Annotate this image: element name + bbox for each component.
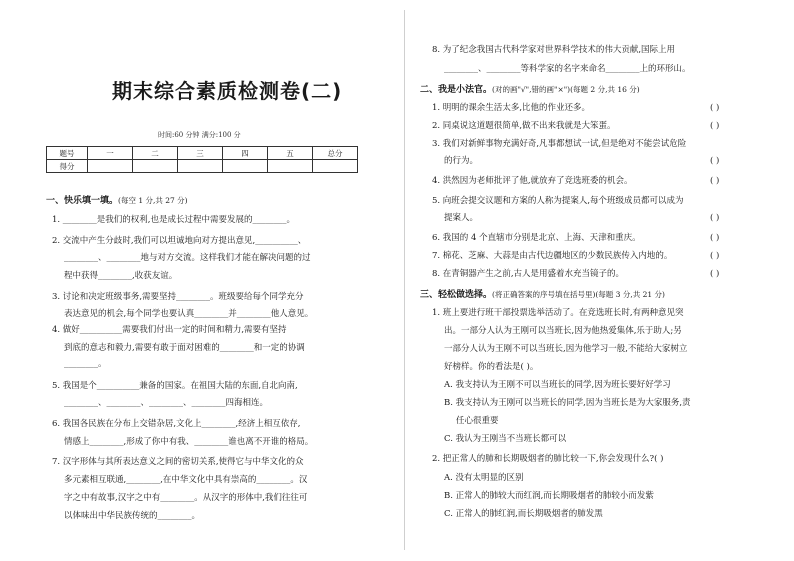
score-cell: 二 xyxy=(133,147,178,160)
question-line: ________、________等科学家的名字来命名________上的环形山。 xyxy=(444,64,691,74)
choice-option: B. 我支持认为王刚可以当班长的同学,因为当班长是为大家服务,责 xyxy=(444,398,691,408)
choice-option: A. 没有太明显的区别 xyxy=(444,473,524,483)
question-line: 多元素相互联通,________,在中华文化中具有崇高的________。汉 xyxy=(64,475,308,485)
choice-line: 一部分人认为王刚不可以当班长,因为他学习一般,不能给大家树立 xyxy=(444,344,688,354)
score-cell: 三 xyxy=(178,147,223,160)
judge-item: 7. 棉花、芝麻、大蒜是由古代边疆地区的少数民族传入内地的。 xyxy=(432,251,673,261)
question-line: 3. 讨论和决定班级事务,需要坚持________。班级要给每个同学充分 xyxy=(52,292,304,302)
judge-item: 提案人。 xyxy=(444,213,479,223)
question-line: 8. 为了纪念我国古代科学家对世界科学技术的伟大贡献,国际上用 xyxy=(432,45,676,55)
question-line: 2. 交流中产生分歧时,我们可以坦诚地向对方提出意见,__________、 xyxy=(52,236,307,246)
judge-item: 5. 向班会提交议题和方案的人称为提案人,每个班级成员都可以成为 xyxy=(432,196,684,206)
score-cell: 四 xyxy=(223,147,268,160)
choice-line: 好榜样。你的看法是( )。 xyxy=(444,362,539,372)
section-1-heading: 一、快乐填一填。(每空 1 分,共 27 分) xyxy=(46,196,188,206)
question-line: 表达意见的机会,每个同学也要认真________并________他人意见。 xyxy=(64,309,314,319)
page-title: 期末综合素质检测卷(二) xyxy=(112,79,343,103)
judge-item: 4. 洪然因为老师批评了他,就放弃了竞选班委的机会。 xyxy=(432,176,633,186)
question-line: 以体味出中华民族传统的________。 xyxy=(64,511,201,521)
answer-paren: ( ) xyxy=(710,251,720,261)
choice-line: 2. 把正常人的肺和长期吸烟者的肺比较一下,你会发现什么?( ) xyxy=(432,454,664,464)
score-table xyxy=(46,146,358,173)
choice-option: C. 正常人的肺红润,而长期吸烟者的肺发黑 xyxy=(444,509,603,519)
question-line: 7. 汉字形体与其所表达意义之间的密切关系,使得它与中华文化的众 xyxy=(52,457,304,467)
section-2-heading: 二、我是小法官。(对的画"√",错的画"×")(每题 2 分,共 16 分) xyxy=(420,85,640,95)
judge-item: 2. 同桌说这道题很简单,做不出来我就是大笨蛋。 xyxy=(432,121,616,131)
choice-line: 1. 班上要进行班干部投票选举活动了。在竞选班长时,有两种意见突 xyxy=(432,308,684,318)
question-line: 情感上________,形成了你中有我、________谁也离不开谁的格局。 xyxy=(64,437,314,447)
time-score-info: 时间:60 分钟 满分:100 分 xyxy=(158,131,241,139)
section-3-heading: 三、轻松做选择。(将正确答案的序号填在括号里)(每题 3 分,共 21 分) xyxy=(420,290,665,300)
answer-paren: ( ) xyxy=(710,103,720,113)
score-cell: 五 xyxy=(268,147,313,160)
column-divider xyxy=(404,10,405,550)
judge-item: 的行为。 xyxy=(444,156,479,166)
judge-item: 8. 在青铜器产生之前,古人是用盛着水充当镜子的。 xyxy=(432,269,625,279)
question-line: 程中获得________,收获友谊。 xyxy=(64,271,178,281)
choice-option: B. 正常人的肺较大而红润,而长期吸烟者的肺较小而发紫 xyxy=(444,491,654,501)
question-line: ________、________、________、________四海相连。 xyxy=(64,398,269,408)
judge-item: 6. 我国的 4 个直辖市分别是北京、上海、天津和重庆。 xyxy=(432,233,641,243)
judge-item: 3. 我们对新鲜事物充满好奇,凡事都想试一试,但是绝对不能尝试危险 xyxy=(432,139,687,149)
choice-option: A. 我支持认为王刚不可以当班长的同学,因为班长要好好学习 xyxy=(444,380,671,390)
question-line: ________、________地与对方交流。这样我们才能在解决问题的过 xyxy=(64,253,311,263)
question-line: 1. ________是我们的权利,也是成长过程中需要发展的________。 xyxy=(52,215,296,225)
answer-paren: ( ) xyxy=(710,269,720,279)
question-line: 6. 我国各民族在分布上交错杂居,文化上________,经济上相互依存, xyxy=(52,419,301,429)
answer-paren: ( ) xyxy=(710,176,720,186)
score-cell: 得分 xyxy=(47,160,88,173)
question-line: ________。 xyxy=(64,359,107,369)
question-line: 到底的意志和毅力,需要有敢于面对困难的________和一定的协调 xyxy=(64,343,305,353)
score-cell: 题号 xyxy=(47,147,88,160)
question-line: 5. 我国是个__________兼备的国家。在祖国大陆的东面,自北向南, xyxy=(52,381,298,391)
answer-paren: ( ) xyxy=(710,156,720,166)
question-line: 字之中有故事,汉字之中有________。从汉字的形体中,我们往往可 xyxy=(64,493,308,503)
answer-paren: ( ) xyxy=(710,233,720,243)
choice-line: 出。一部分人认为王刚可以当班长,因为他热爱集体,乐于助人;另 xyxy=(444,326,682,336)
score-cell: 总分 xyxy=(313,147,358,160)
choice-option: 任心很重要 xyxy=(456,416,499,426)
score-cell: 一 xyxy=(88,147,133,160)
answer-paren: ( ) xyxy=(710,213,720,223)
judge-item: 1. 明明的课余生活太多,比他的作业还多。 xyxy=(432,103,591,113)
choice-option: C. 我认为王刚当不当班长都可以 xyxy=(444,434,567,444)
answer-paren: ( ) xyxy=(710,121,720,131)
question-line: 4. 做好__________需要我们付出一定的时间和精力,需要有坚持 xyxy=(52,325,287,335)
